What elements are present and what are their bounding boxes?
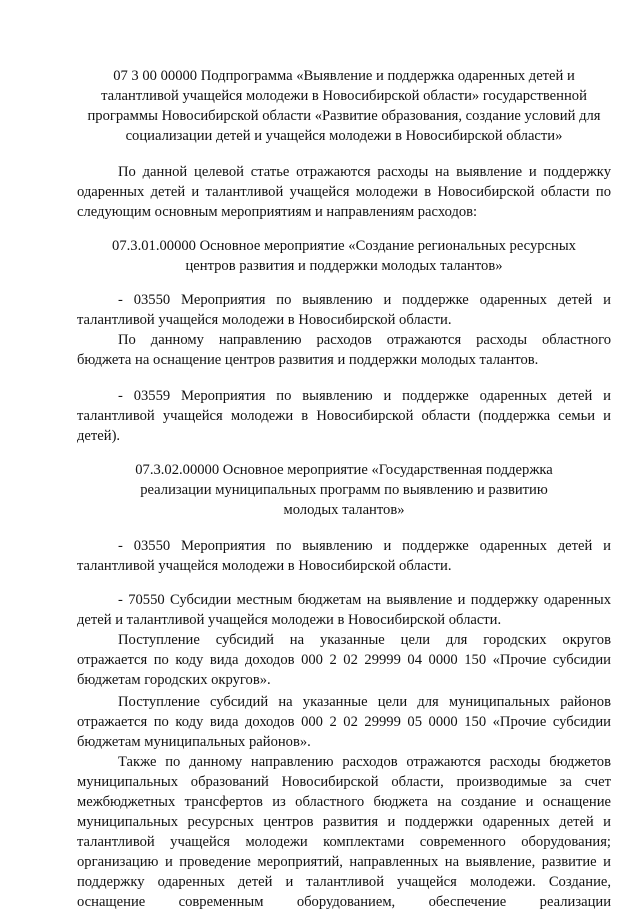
item-line: талантливой учащейся молодежи в Новосибирской области (поддержка семьи и xyxy=(77,408,611,424)
paragraph-line: муниципальных ресурсных центров развития и поддержки одаренных детей и xyxy=(77,814,611,830)
item-line: талантливой учащейся молодежи в Новосибирской области. xyxy=(77,558,452,574)
paragraph-line: Также по данному направлению расходов отражаются расходы бюджетов xyxy=(118,754,611,770)
paragraph-line: Поступление субсидий на указанные цели для муниципальных районов xyxy=(118,694,611,710)
paragraph-line: бюджетам городских округов». xyxy=(77,672,271,688)
item-line: - 03550 Мероприятия по выявлению и поддержке одаренных детей и xyxy=(118,292,611,308)
paragraph-line: муниципальных образований Новосибирской области, производимые за счет xyxy=(77,774,611,790)
item-line: детей). xyxy=(77,428,121,444)
item-note-line: По данному направлению расходов отражаются расходы областного xyxy=(118,332,611,348)
paragraph-line: поддержку одаренных детей и талантливой учащейся молодежи. Создание, xyxy=(77,874,611,890)
section-title-line: 07.3.02.00000 Основное мероприятие «Государственная поддержка xyxy=(135,462,553,478)
paragraph-line: оснащение современным оборудованием, обеспечение реализации xyxy=(77,894,611,910)
item-line: - 70550 Субсидии местным бюджетам на выявление и поддержку одаренных xyxy=(118,592,611,608)
paragraph-line: отражается по коду вида доходов 000 2 02 29999 05 0000 150 «Прочие субсидии xyxy=(77,714,611,730)
paragraph-line: организацию и проведение мероприятий, направленных на выявление, развитие и xyxy=(77,854,611,870)
paragraph-line: межбюджетных трансфертов из областного бюджета на создание и оснащение xyxy=(77,794,611,810)
item-line: талантливой учащейся молодежи в Новосибирской области. xyxy=(77,312,452,328)
section-title-line: реализации муниципальных программ по выявлению и развитию xyxy=(140,482,548,498)
intro-line: следующим основным мероприятиям и направлениям расходов: xyxy=(77,204,478,220)
heading-line: талантливой учащейся молодежи в Новосибирской области» государственной xyxy=(101,88,587,104)
heading-line: программы Новосибирской области «Развитие образования, создание условий для xyxy=(87,108,601,124)
item-line: детей и талантливой учащейся молодежи в Новосибирской области. xyxy=(77,612,502,628)
heading-line: социализации детей и учащейся молодежи в Новосибирской области» xyxy=(125,128,563,144)
item-line: - 03550 Мероприятия по выявлению и поддержке одаренных детей и xyxy=(118,538,611,554)
intro-line: По данной целевой статье отражаются расходы на выявление и поддержку xyxy=(118,164,611,180)
section-title-line: молодых талантов» xyxy=(283,502,405,518)
paragraph-line: Поступление субсидий на указанные цели для городских округов xyxy=(118,632,611,648)
item-note-line: бюджета на оснащение центров развития и поддержки молодых талантов. xyxy=(77,352,539,368)
paragraph-line: отражается по коду вида доходов 000 2 02 29999 04 0000 150 «Прочие субсидии xyxy=(77,652,611,668)
section-title-line: центров развития и поддержки молодых талантов» xyxy=(185,258,503,274)
item-line: - 03559 Мероприятия по выявлению и поддержке одаренных детей и xyxy=(118,388,611,404)
intro-line: одаренных детей и талантливой учащейся молодежи в Новосибирской области по xyxy=(77,184,611,200)
paragraph-line: талантливой учащейся молодежи комплектами современного оборудования; xyxy=(77,834,611,850)
paragraph-line: бюджетам муниципальных районов». xyxy=(77,734,311,750)
heading-line: 07 3 00 00000 Подпрограмма «Выявление и поддержка одаренных детей и xyxy=(113,68,575,84)
section-title-line: 07.3.01.00000 Основное мероприятие «Создание региональных ресурсных xyxy=(112,238,576,254)
